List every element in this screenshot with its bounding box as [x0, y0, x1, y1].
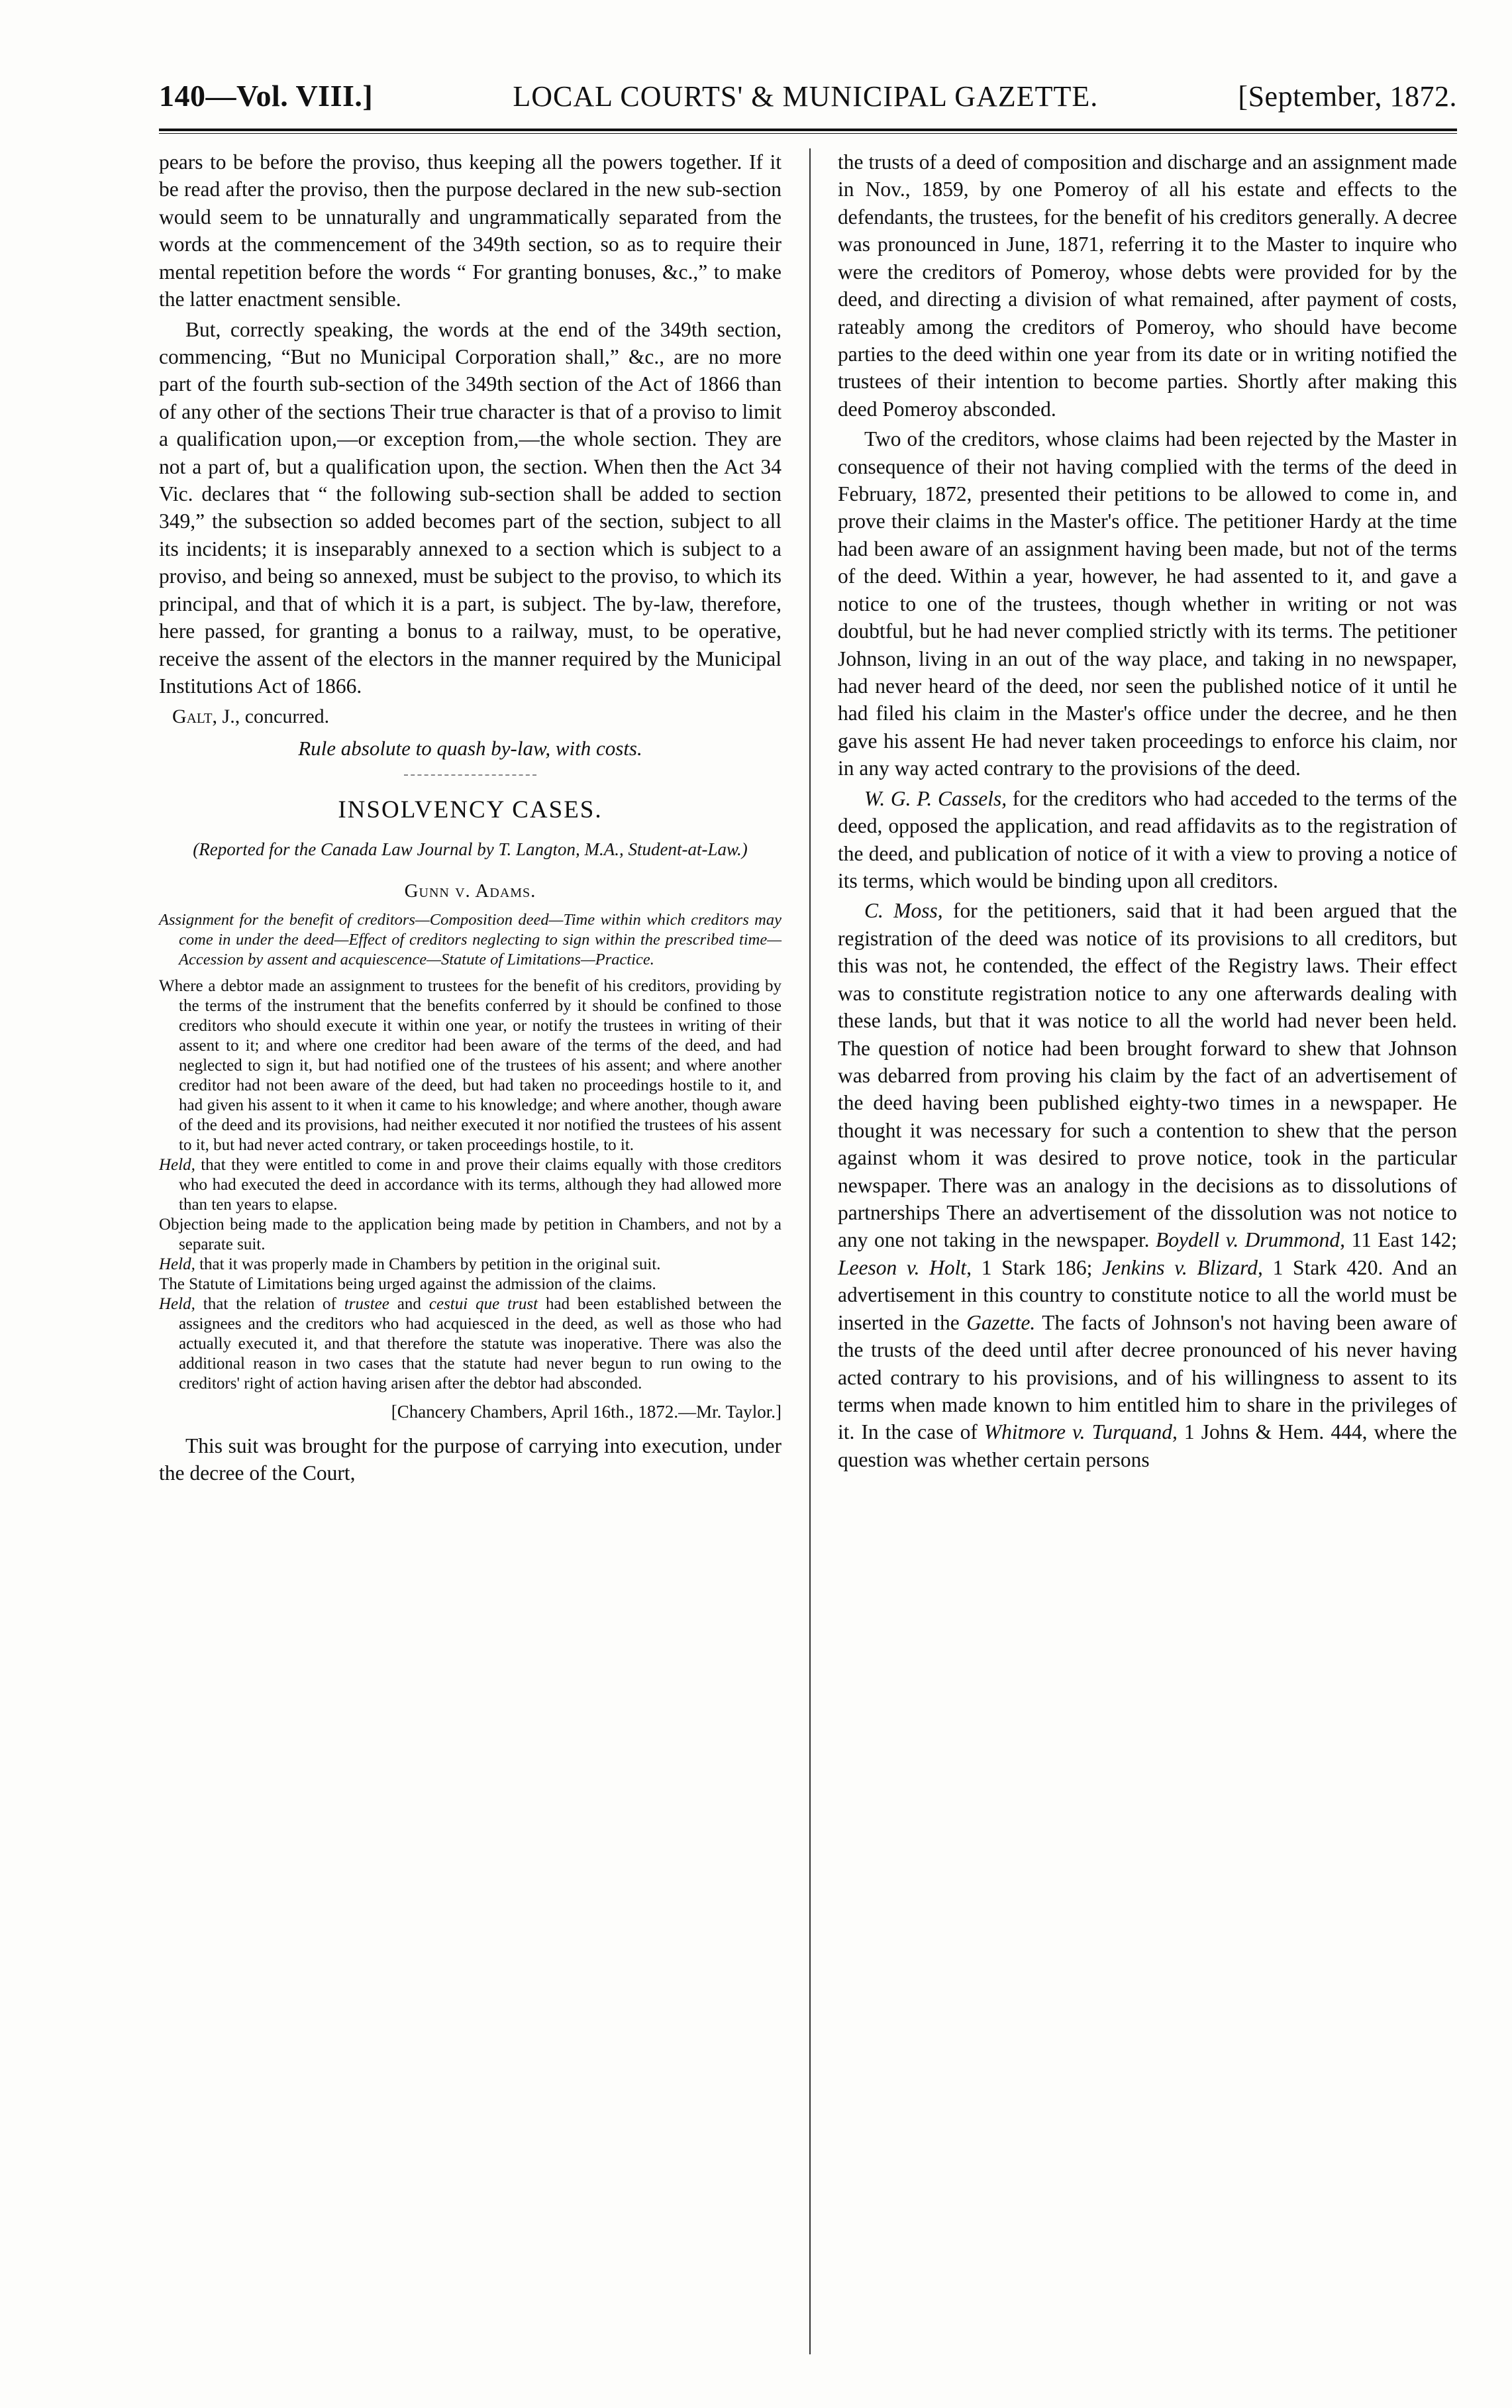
left-column — [159, 148, 781, 2354]
held-label: Held, — [159, 1156, 195, 1175]
section-heading: INSOLVENCY CASES. — [338, 796, 603, 823]
section-divider — [404, 774, 536, 776]
citation-text: 11 East 142; — [1345, 1228, 1457, 1252]
headnote-5: The Statute of Limitations being urged against the admission of the claims. — [159, 1275, 656, 1294]
court-citation: [Chancery Chambers, April 16th., 1872.—Mr. Taylor.] — [391, 1402, 781, 1422]
headnote-6 — [159, 1294, 781, 1394]
right-paragraph-4-text-d: 1 Stark 420. And an advertisement in this country to constitute notice to all the world must be inserted in the — [838, 1255, 1457, 1334]
page — [159, 78, 1457, 2357]
case-name: Gunn v. Adams. — [404, 880, 536, 902]
case-citation: Leeson v. Holt, — [838, 1255, 972, 1279]
concurrence-text: , concurred. — [234, 706, 330, 728]
headnote-6-text-c: had been established between the assignees and the creditors who had acquiesced in the deed, as well as those who had actually executed it, and that therefore the statute was inoperative. There was also the additional reason in two cases that the statute had never begun to run owing to the creditors' right of action having arisen after the debtor had absconded. — [179, 1295, 781, 1393]
right-paragraph-3-text: for the creditors who had acceded to the terms of the deed, opposed the application, and read affidavits as to the registration of the deed, and publication of notice of it with a view to proving a notice of its terms, which would be binding upon all creditors. — [838, 786, 1458, 892]
right-paragraph-4 — [838, 897, 1457, 1473]
judge-name: Galt, J. — [172, 706, 235, 728]
columns — [159, 148, 1457, 2354]
left-paragraph-2: But, correctly speaking, the words at the end of the 349th section, commencing, “But no Municipal Corporation shall,” &c., are no more part of the fourth sub-section of the 349th section of the Act of 1866 than of any other of the sections Their true character is that of a proviso to limit a qualification upon,—or exception from,—the whole section. They are not a part of, but a qualification upon, the section. When then the Act 34 Vic. declares that “ the following sub-section shall be added to section 349,” the subsection so added becomes part of the section, subject to all its incidents; it is inseparably annexed to a section which is subject to a proviso, and being so annexed, must be subject to the proviso, to which its principal, and that of which it is a part, is subject. The by-law, therefore, here passed, for granting a bonus to a railway, must, to be operative, receive the assent of the electors in the manner required by the Municipal Institutions Act of 1866. — [159, 317, 781, 698]
left-paragraph-1: pears to be before the proviso, thus keeping all the powers together. If it be read after the proviso, then the purpose declared in the new sub-section would seem to be unnaturally and ungrammatically separated from the words at the commencement of the 349th section, so as to require their mental repetition before the words “ For granting bonuses, &c.,” to make the latter enactment sensible. — [159, 150, 781, 311]
held-label: Held, — [159, 1295, 195, 1314]
held-label: Held, — [159, 1255, 195, 1274]
case-citation: Jenkins v. Blizard, — [1102, 1255, 1263, 1279]
reporter-note: (Reported for the Canada Law Journal by T. Langton, M.A., Student-at-Law.) — [193, 839, 748, 860]
citation-text: 1 Stark 186; — [972, 1255, 1103, 1279]
gazette-term: Gazette. — [966, 1310, 1036, 1334]
right-paragraph-4-text-f: 1 Johns & Hem. 444, where the question was whether certain persons — [838, 1420, 1458, 1471]
headnote-6-text-b: and — [389, 1295, 429, 1314]
headnote-2-text: that they were entitled to come in and prove their claims equally with those creditors who had executed the deed in accordance with its terms, although they had allowed more than ten years to elapse. — [179, 1156, 781, 1214]
right-paragraph-4-text-a: for the petitioners, said that it had been argued that the registration of the deed was notice of its provisions to all creditors, but this was not, he contended, the effect of the Registry laws. Their effect was to constitute registration notice to any one afterwards dealing with these lands, but that it was notice to all the world had never been held. The question of notice had been brought forward to shew that Johnson was debarred from proving his claim by the fact of an advertisement of the deed having been published eighty-two times in a newspaper. He thought it was necessary for such a contention to shew that the person against whom it was desired to prove notice, took in the particular newspaper. There was an analogy in the decisions as to dissolutions of partnerships There an advertisement of the dissolution was not notice to any one not taking in the newspaper. — [838, 899, 1457, 1252]
right-paragraph-4-text-e: The facts of Johnson's not having been aware of the trusts of the deed until after decree pronounced of his never having acted contrary to his provisions, and of his willingness to assent to its terms when made known to him entitled him to share in the privileges of it. In the case of — [838, 1310, 1457, 1444]
cestui-term: cestui que trust — [428, 1295, 538, 1314]
running-header — [159, 78, 1457, 125]
issue-date: [September, 1872. — [1238, 80, 1457, 113]
headnote-1: Where a debtor made an assignment to trustees for the benefit of his creditors, providing by the terms of the instrument that the benefits conferred by it should be confined to those creditors who should execute it within one year, or notify the trustees in writing of their assent to it; and where one creditor had been aware of the terms of the deed, and had neglected to sign it, but had notified one of the trustees of his assent; and where another creditor had not been aware of the deed, but had taken no proceedings hostile to it, and had given his assent to it when it came to his knowledge; and where another, though aware of the deed and its provisions, had neither executed it nor notified the trustees of his assent to it, but had never acted contrary, or taken proceedings hostile, to it. — [159, 977, 781, 1155]
right-column — [838, 148, 1457, 2354]
journal-title: LOCAL COURTS' & MUNICIPAL GAZETTE. — [513, 80, 1099, 113]
left-final-paragraph: This suit was brought for the purpose of carrying into execution, under the decree of the Court, — [159, 1434, 781, 1485]
headnote-summary: Assignment for the benefit of creditors—Composition deed—Time within which creditors may come in under the deed—Effect of creditors neglecting to sign within the prescribed time—Accession by assent and acquiescence—Statute of Limitations—Practice. — [159, 911, 781, 969]
trustee-term: trustee — [344, 1295, 389, 1314]
right-paragraph-3 — [838, 785, 1457, 895]
column-divider — [809, 148, 811, 2354]
counsel-name: W. G. P. Cassels, — [864, 786, 1007, 810]
counsel-name: C. Moss, — [864, 899, 943, 923]
headnote-2 — [159, 1155, 781, 1215]
case-citation: Boydell v. Drummond, — [1156, 1228, 1346, 1252]
headnote-3: Objection being made to the application being made by petition in Chambers, and not by a separate suit. — [159, 1216, 781, 1254]
concurrence — [159, 704, 781, 729]
headnote-4 — [159, 1255, 781, 1275]
case-citation: Whitmore v. Turquand, — [983, 1420, 1178, 1444]
right-paragraph-1: the trusts of a deed of composition and discharge and an assignment made in Nov., 1859, by one Pomeroy of all his estate and effects to the defendants, the trustees, for the benefit of his creditors generally. A decree was pronounced in June, 1871, referring it to the Master to inquire who were the creditors of Pomeroy, whose debts were provided for by the deed, and directing a division of what remained, after payment of costs, rateably among the creditors of Pomeroy, who should have become parties to the deed within one year from its date or in writing notified the trustees of their intention to become parties. Shortly after making this deed Pomeroy absconded. — [838, 150, 1457, 421]
volume-label: 140—Vol. VIII.] — [159, 79, 374, 113]
ruling: Rule absolute to quash by-law, with costs. — [298, 736, 642, 760]
right-paragraph-2: Two of the creditors, whose claims had been rejected by the Master in consequence of their not having complied with the terms of the deed in February, 1872, presented their petitions to be allowed to come in, and prove their claims in the Master's office. The petitioner Hardy at the time had been aware of an assignment having been made, but not of the terms of the deed. Within a year, however, he had assented to it, and gave a notice to one of the trustees, though whether in writing or not was doubtful, but he had never complied strictly with its terms. The petitioner Johnson, living in an out of the way place, and taking in no newspaper, had never heard of the deed, nor seen the published notice of it until he had filed his claim in the Master's office under the decree, and he then gave his assent He had never taken proceedings to enforce his claim, nor in any way acted contrary to the provisions of the deed. — [838, 427, 1457, 780]
headnote-4-text: that it was properly made in Chambers by petition in the original suit. — [195, 1255, 661, 1274]
header-rule — [159, 129, 1457, 134]
headnote-6-text-a: that the relation of — [195, 1295, 344, 1314]
